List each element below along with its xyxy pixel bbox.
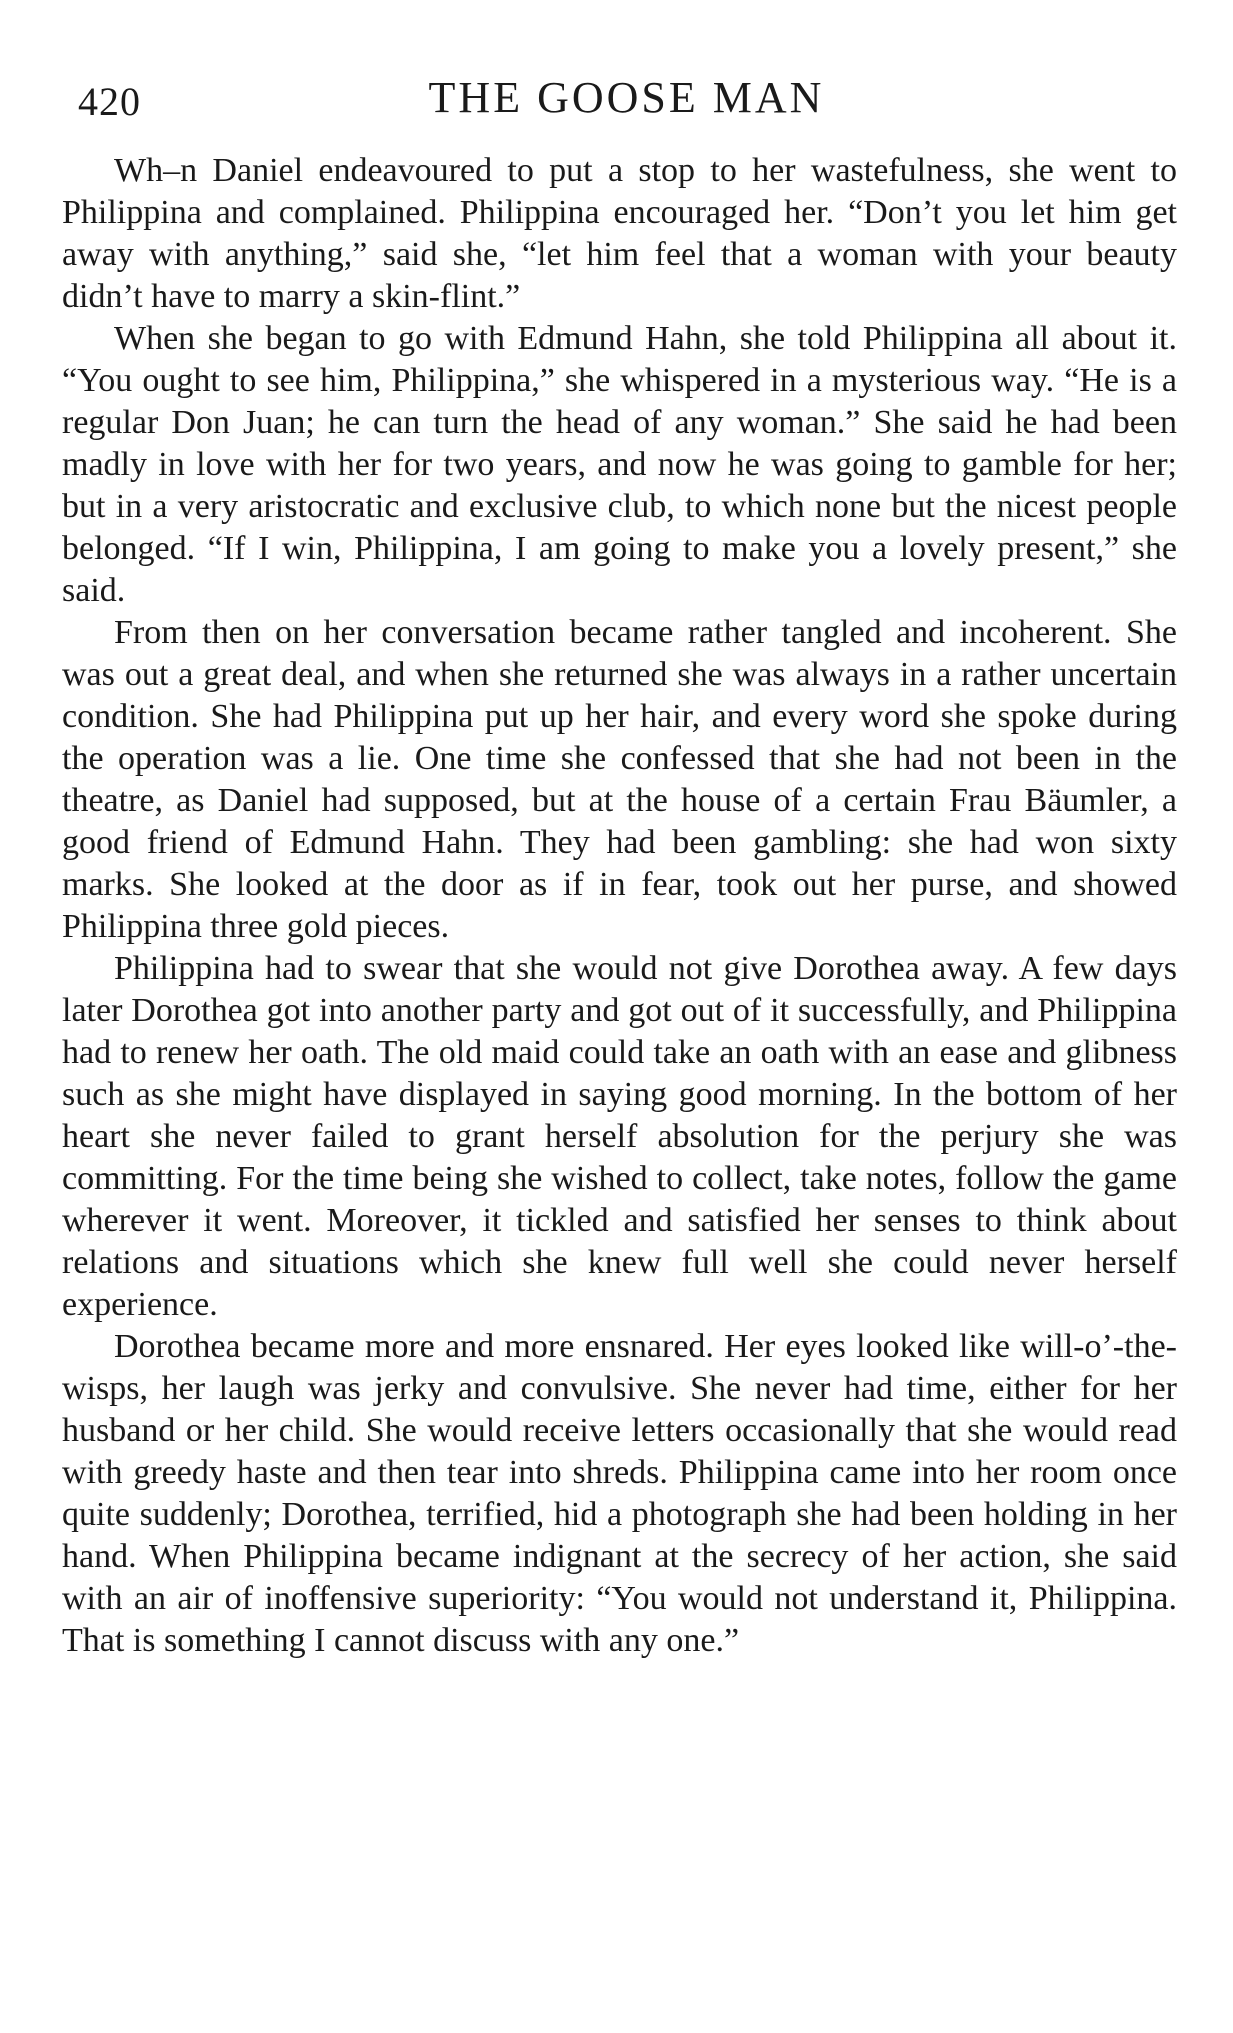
paragraph: Dorothea became more and more ensnared. Her eyes looked like will-o’-the-wisps, her laugh was jerky and convulsive. She never had time, either for her husband or her child. She would receive letters occasionally that she would read with greedy haste and then tear into shreds. Philippina came into her room once quite suddenly; Dorothea, terrified, hid a photograph she had been holding in her hand. When Philippina became indignant at the secrecy of her action, she said with an air of inoffensive superiority: “You would not understand it, Philippina. That is something I cannot discuss with any one.”: [62, 1328, 1177, 1659]
body-text: [62, 150, 1177, 1662]
paragraph: Wh–n Daniel endeavoured to put a stop to her wastefulness, she went to Philippina and complained. Philippina encouraged her. “Don’t you let him get away with anything,” said she, “let him feel that a woman with your beauty didn’t have to marry a skin-flint.”: [62, 152, 1177, 315]
paragraph: Philippina had to swear that she would not give Dorothea away. A few days later Dorothea got into another party and got out of it successfully, and Philippina had to renew her oath. The old maid could take an oath with an ease and glibness such as she might have displayed in saying good morning. In the bottom of her heart she never failed to grant herself absolution for the perjury she was committing. For the time being she wished to collect, take notes, follow the game wherever it went. Moreover, it tickled and satisfied her senses to think about relations and situations which she knew full well she could never herself experience.: [62, 950, 1177, 1323]
paragraph: When she began to go with Edmund Hahn, she told Philippina all about it. “You ought to see him, Philippina,” she whispered in a mysterious way. “He is a regular Don Juan; he can turn the head of any woman.” She said he had been madly in love with her for two years, and now he was going to gamble for her; but in a very aristocratic and exclusive club, to which none but the nicest people belonged. “If I win, Philippina, I am going to make you a lovely present,” she said.: [62, 320, 1177, 609]
page-number: 420: [78, 79, 141, 124]
paragraph: From then on her conversation became rather tangled and incoherent. She was out a great deal, and when she returned she was always in a rather uncertain condition. She had Philippina put up her hair, and every word she spoke during the operation was a lie. One time she confessed that she had not been in the theatre, as Daniel had supposed, but at the house of a certain Frau Bäumler, a good friend of Edmund Hahn. They had been gambling: she had won sixty marks. She looked at the door as if in fear, took out her purse, and showed Philippina three gold pieces.: [62, 614, 1177, 945]
running-title: THE GOOSE MAN: [428, 73, 825, 122]
